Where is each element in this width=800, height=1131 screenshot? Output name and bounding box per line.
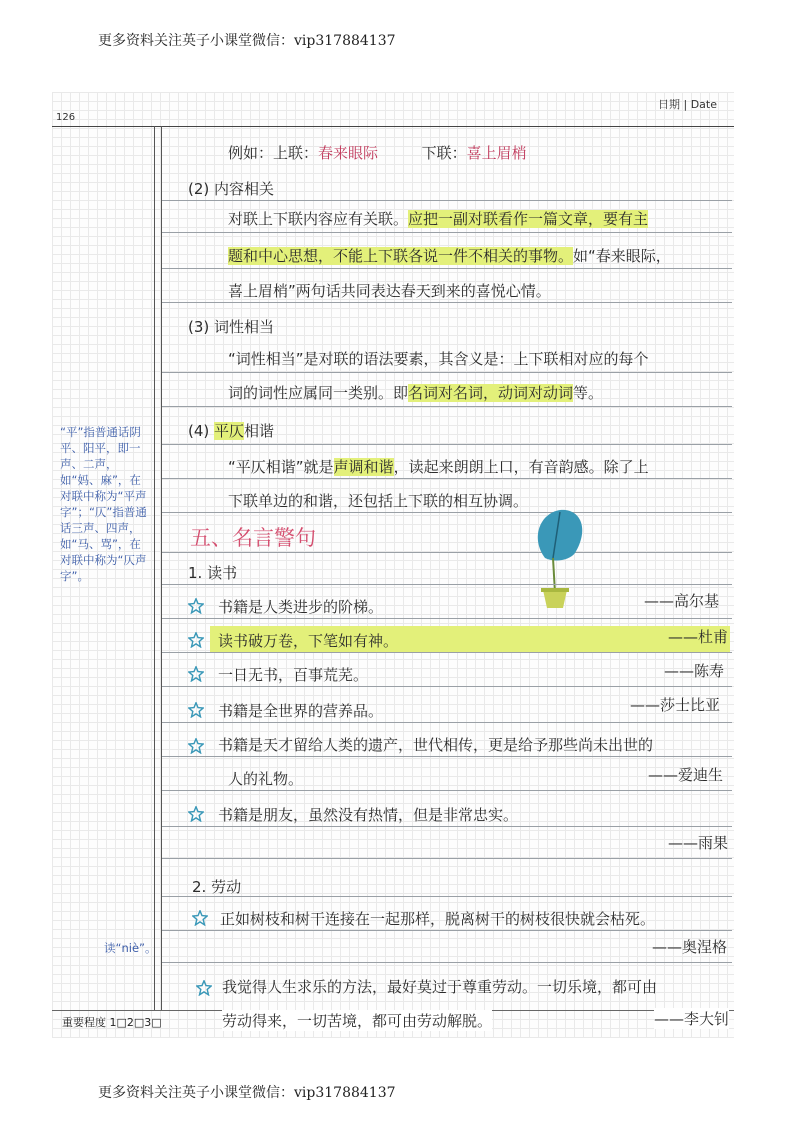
s3-text: 等。 [573,384,604,402]
ruled-line [162,618,732,619]
side-note-tone: “平”指普通话阴平、阳平，即一声、二声，如“妈、麻”，在对联中称为“平声字”；“仄”指普通话三声、四声，如“马、骂”，在对联中称为“仄声字”。 [60,425,147,583]
star-icon [196,980,212,996]
quote-text-cont: 劳动得来，一切苦境，都可由劳动解脱。 [222,1012,493,1030]
ruled-line [162,406,732,407]
quote-text: 正如树枝和树干连接在一起那样，脱离树干的树枝很快就会枯死。 [220,910,656,928]
side-note-pronunciation: 读“niè”。 [104,941,157,955]
quote-text: 我觉得人生求乐的方法，最好莫过于尊重劳动。一切乐境，都可由 [222,978,658,996]
star-icon [188,702,204,718]
s4-text: ，读起来朗朗上口，有音韵感。除了上 [393,458,649,476]
example-lower: 喜上眉梢 [466,144,527,162]
plant-illustration [525,508,595,618]
s4-num: (4) [188,422,215,440]
ruled-line [162,200,732,201]
ruled-line [162,268,732,269]
s4-line1 [228,456,649,477]
s4-line2: 下联单边的和谐，还包括上下联的相互协调。 [228,492,529,510]
star-icon [188,806,204,822]
importance-label: 重要程度 1□2□3□ [62,1016,162,1029]
s2-line3: 喜上眉梢”两句话共同表达春天到来的喜悦心情。 [228,282,551,300]
quote-author: ——奥涅格 [652,938,728,956]
example-mid: 下联： [421,144,467,162]
ruled-line [162,722,732,723]
ruled-line [162,584,732,585]
quote-text: 书籍是朋友，虽然没有热情，但是非常忠实。 [218,806,519,824]
ruled-line [162,962,732,963]
heading-tone-harmony [188,420,274,441]
quote-text: 读书破万卷，下笔如有神。 [218,632,399,650]
quote-author: ——莎士比亚 [630,696,721,714]
s2-highlight: 应把一副对联看作一篇文章，要有主 [408,210,649,228]
s2-text: 如“春来眼际， [573,247,671,265]
ruled-line [162,826,732,827]
ruled-line [162,652,732,653]
example-upper: 春来眼际 [318,144,379,162]
star-icon [188,632,204,648]
ruled-line [162,232,732,233]
s3-text: 词的词性应属同一类别。即 [228,384,409,402]
s2-line2 [228,245,671,266]
star-icon [188,738,204,754]
quote-author: ——爱迪生 [648,766,724,784]
margin-line [161,126,162,1010]
ruled-line [162,372,732,373]
quote-author: ——李大钊 [654,1010,730,1028]
page-number: 126 [56,112,76,123]
star-icon [192,910,208,926]
s4-highlight: 声调和谐 [333,458,394,476]
s2-text: 对联上下联内容应有关联。 [228,210,409,228]
ruled-line [162,686,732,687]
margin-line [154,126,155,1010]
ruled-line [162,552,732,553]
quote-text: 书籍是天才留给人类的遗产，世代相传，更是给予那些尚未出世的 [218,736,654,754]
s3-line1: “词性相当”是对联的语法要素，其含义是：上下联相对应的每个 [228,350,649,368]
subheading-labor: 2. 劳动 [192,878,242,896]
watermark-top: 更多资料关注英子小课堂微信：vip317884137 [98,33,396,49]
ruled-line [162,478,732,479]
s2-line1 [228,208,648,229]
quote-author: ——陈寿 [664,662,725,680]
section-title: 五、名言警句 [190,526,316,550]
star-icon [188,666,204,682]
ruled-line [162,790,732,791]
quote-text: 书籍是人类进步的阶梯。 [218,598,384,616]
heading-part-of-speech: (3) 词性相当 [188,318,275,336]
s3-line2 [228,382,603,403]
subheading-reading: 1. 读书 [188,564,238,582]
example-line [228,142,527,163]
watermark-bottom: 更多资料关注英子小课堂微信：vip317884137 [98,1085,396,1101]
s4-highlight: 平仄 [214,422,245,440]
quote-author: ——雨果 [668,834,729,852]
star-icon [188,598,204,614]
ruled-line [162,444,732,445]
ruled-line [162,858,732,859]
heading-content-related: (2) 内容相关 [188,180,275,198]
ruled-line [162,512,732,513]
s4-text: “平仄相谐”就是 [228,458,334,476]
quote-author: ——高尔基 [644,592,720,610]
ruled-line [162,930,732,931]
quote-text: 书籍是全世界的营养品。 [218,702,384,720]
ruled-line [162,896,732,897]
s3-highlight: 名词对名词，动词对动词 [408,384,574,402]
ruled-line [162,756,732,757]
date-label: 日期 | Date [658,98,717,111]
quote-text: 一日无书，百事荒芜。 [218,666,369,684]
quote-text-cont: 人的礼物。 [228,770,304,788]
ruled-line [162,302,732,303]
s2-highlight: 题和中心思想，不能上下联各说一件不相关的事物。 [228,247,574,265]
example-prefix: 例如：上联： [228,144,319,162]
s4-text: 相谐 [244,422,275,440]
quote-author: ——杜甫 [668,628,729,646]
